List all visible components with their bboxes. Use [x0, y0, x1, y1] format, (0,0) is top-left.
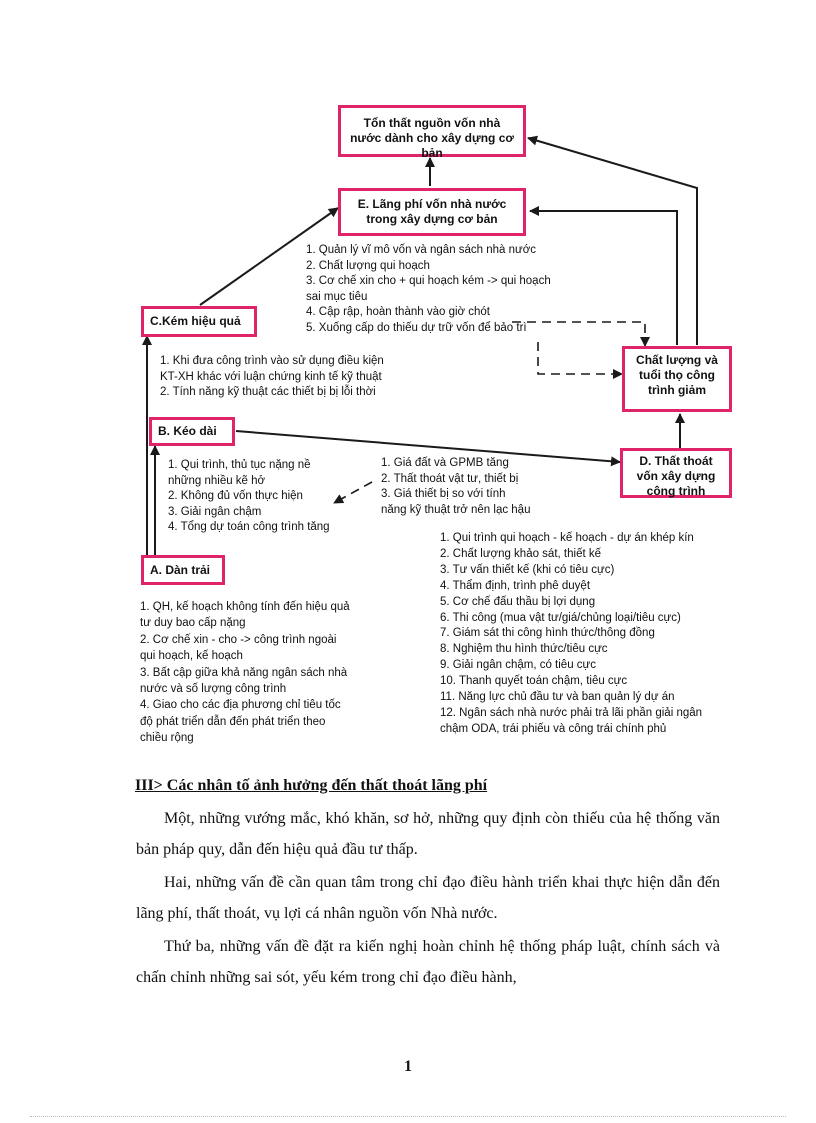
note-line: 12. Ngân sách nhà nước phải trả lãi phần giải ngân [440, 706, 703, 719]
note-line: 3. Bất cập giữa khả năng ngân sách nhà [140, 666, 348, 679]
box-prolonged: B. Kéo dài [149, 417, 235, 446]
note-line: 2. Không đủ vốn thực hiện [168, 490, 303, 502]
dashed-arrow-cost-to-prolonged [334, 482, 372, 503]
note-line: 8. Nghiệm thu hình thức/tiêu cực [440, 643, 608, 656]
note-line: 2. Cơ chế xin - cho -> công trình ngoài [140, 633, 337, 646]
note-waste-causes [306, 243, 551, 336]
arrow-quality-to-loss [528, 138, 697, 345]
note-line: 2. Chất lượng qui hoạch [306, 259, 430, 272]
note-line: 7. Giám sát thi công hình thức/thông đồng [440, 627, 655, 640]
note-line: 4. Thẩm định, trình phê duyệt [440, 579, 591, 592]
box-waste: E. Lãng phí vốn nhà nước trong xây dựng cơ bản [338, 188, 526, 236]
note-line: 5. Cơ chế đấu thầu bị lợi dụng [440, 595, 596, 608]
note-line: 11. Năng lực chủ đầu tư và ban quản lý dự án [440, 691, 675, 704]
box-inefficient: C.Kém hiệu quả [141, 306, 257, 337]
note-line: 3. Giải ngân chậm [168, 505, 262, 518]
note-line: 2. Thất thoát vật tư, thiết bị [381, 472, 519, 485]
note-line: 2. Tính năng kỹ thuật các thiết bị bị lỗi thời [160, 386, 376, 398]
note-prolonged-causes [168, 458, 330, 536]
note-line: 1. Giá đất và GPMB tăng [381, 457, 509, 469]
note-line: chiều rộng [140, 732, 194, 745]
footer-divider [30, 1116, 786, 1117]
note-leakage-causes [440, 531, 702, 738]
note-line: KT-XH khác với luận chứng kinh tế kỹ thuật [160, 370, 382, 383]
note-line: 4. Giao cho các địa phương chỉ tiêu tốc [140, 699, 341, 712]
note-line: độ phát triển dẫn đến phát triển theo [140, 715, 326, 728]
dashed-arrow-maintenance-to-quality [538, 342, 622, 374]
note-line: 4. Cập rập, hoàn thành vào giờ chót [306, 306, 490, 318]
note-line: 1. Khi đưa công trình vào sử dụng điều kiện [160, 355, 384, 367]
note-line: sai mục tiêu [306, 290, 368, 303]
note-line: 1. Qui trình qui hoạch - kế hoạch - dự án khép kín [440, 532, 694, 544]
note-line: 5. Xuống cấp do thiếu dự trữ vốn để bảo trì [306, 321, 527, 334]
page-number: 1 [404, 1058, 412, 1075]
box-leakage: D. Thất thoát vốn xây dựng công trình [620, 448, 732, 498]
note-line: 6. Thi công (mua vật tư/giá/chủng loại/tiêu cực) [440, 611, 681, 624]
paragraph-3: Thứ ba, những vấn đề đặt ra kiến nghị hoàn chỉnh hệ thống pháp luật, chính sách và chấn chỉnh những sai sót, yếu kém trong chỉ đạo điều hành, [136, 938, 720, 986]
note-line: 9. Giải ngân chậm, có tiêu cực [440, 659, 596, 672]
note-line: 3. Tư vấn thiết kế (khi có tiêu cực) [440, 563, 615, 576]
note-line: 2. Chất lượng khảo sát, thiết kế [440, 547, 601, 560]
note-line: nước và số lượng công trình [140, 683, 287, 696]
paragraph-1: Một, những vướng mắc, khó khăn, sơ hở, những quy định còn thiếu của hệ thống văn bản pháp quy, dẫn đến hiệu quả đầu tư thấp. [136, 810, 720, 858]
box-loss: Tổn thất nguồn vốn nhà nước dành cho xây dựng cơ bản [338, 105, 526, 157]
paragraph-2: Hai, những vấn đề cần quan tâm trong chỉ đạo điều hành triển khai thực hiện dẫn đến lãng phí, thất thoát, vụ lợi cá nhân nguồn vốn Nhà nước. [136, 874, 720, 922]
note-line: 1. Qui trình, thủ tục nặng nề [168, 459, 311, 471]
note-line: 3. Cơ chế xin cho + qui hoạch kém -> qui hoạch [306, 275, 551, 287]
arrow-quality-to-waste [530, 211, 677, 345]
note-line: 1. QH, kế hoạch không tính đến hiệu quả [140, 601, 350, 613]
note-line: năng kỹ thuật trở nên lạc hậu [381, 503, 531, 516]
note-line: 3. Giá thiết bị so với tính [381, 488, 506, 500]
box-quality: Chất lượng và tuổi thọ công trình giảm [622, 346, 732, 412]
note-spread-causes [140, 599, 350, 747]
note-line: 10. Thanh quyết toán chậm, tiêu cực [440, 675, 628, 688]
box-spread: A. Dàn trải [141, 555, 225, 585]
note-line: tư duy bao cấp nặng [140, 617, 246, 630]
note-line: qui hoạch, kế hoạch [140, 650, 243, 663]
note-inefficient-causes [160, 354, 384, 401]
note-cost-causes [381, 456, 530, 518]
note-line: những nhiều kẽ hở [168, 474, 266, 487]
note-line: chậm ODA, trái phiếu và công trái chính phủ [440, 722, 667, 735]
section-heading: III> Các nhân tố ảnh hưởng đến thất thoát lãng phí [135, 777, 488, 794]
note-line: 4. Tổng dự toán công trình tăng [168, 521, 330, 533]
note-line: 1. Quản lý vĩ mô vốn và ngân sách nhà nước [306, 244, 537, 256]
